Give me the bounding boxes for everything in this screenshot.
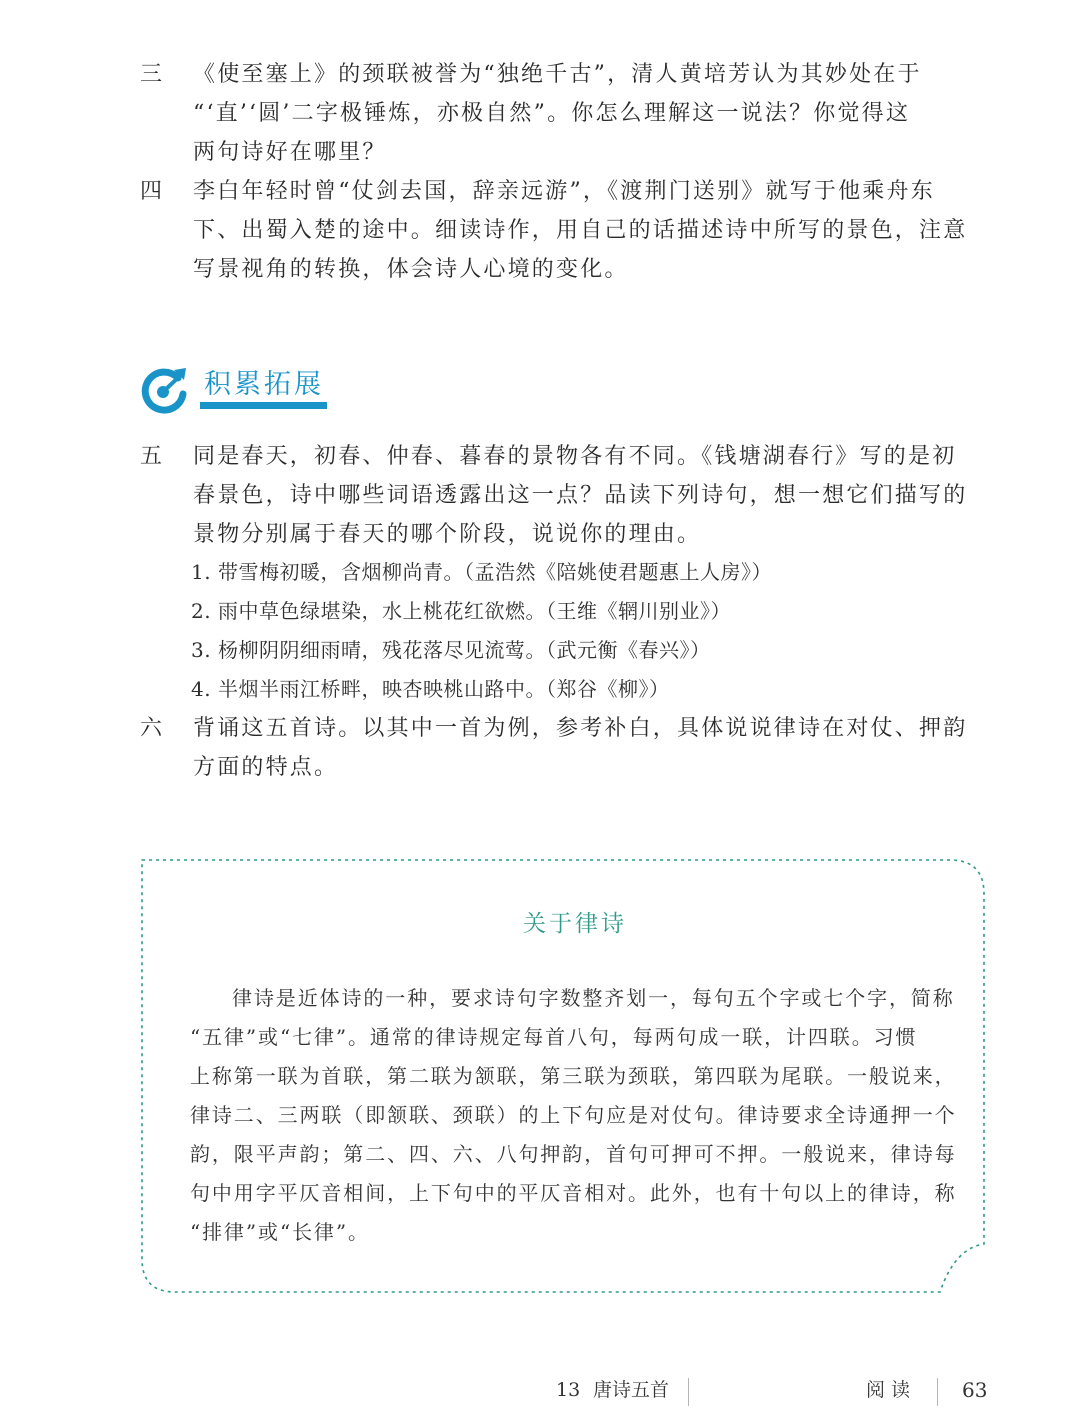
poem-line-item: 3. 杨柳阴阴细雨晴，残花落尽见流莺。（武元衡《春兴》） [191,638,711,662]
section-title: 积累拓展 [204,369,324,400]
question-line: 写景视角的转换，体会诗人心境的变化。 [193,257,629,282]
question-number: 四 [140,179,163,204]
poem-line-item: 1. 带雪梅初暖，含烟柳尚青。（孟浩然《陪姚使君题惠上人房》） [191,560,772,584]
lesson-number: 13 [556,1379,581,1401]
infobox-line: 韵，限平声韵；第二、四、六、八句押韵，首句可押可不押。一般说来，律诗每 [190,1142,957,1166]
question-line: 李白年轻时曾“仗剑去国，辞亲远游”，《渡荆门送别》就写于他乘舟东 [193,179,935,204]
question-line: 春景色，诗中哪些词语透露出这一点？品读下列诗句，想一想它们描写的 [193,483,968,508]
infobox-line: 上称第一联为首联，第二联为颔联，第三联为颈联，第四联为尾联。一般说来， [190,1064,957,1088]
question-number: 五 [140,444,163,469]
poem-line-item: 4. 半烟半雨江桥畔，映杏映桃山路中。（郑谷《柳》） [191,677,670,701]
infobox-title: 关于律诗 [523,911,627,937]
footer-divider [937,1378,938,1406]
lesson-title: 唐诗五首 [593,1379,670,1401]
question-line: 《使至塞上》的颈联被誉为“独绝千古”，清人黄培芳认为其妙处在于 [193,62,922,87]
question-line: 景物分别属于春天的哪个阶段，说说你的理由。 [193,522,702,547]
question-line: 两句诗好在哪里？ [193,140,387,165]
infobox-line: 律诗是近体诗的一种，要求诗句字数整齐划一，每句五个字或七个字，简称 [232,986,955,1010]
infobox-line: “排律”或“长律”。 [190,1220,370,1244]
footer-divider [688,1378,689,1406]
infobox-line: 律诗二、三两联（即颔联、颈联）的上下句应是对仗句。律诗要求全诗通押一个 [190,1103,957,1127]
question-number: 三 [140,62,163,87]
question-line: 背诵这五首诗。以其中一首为例，参考补白，具体说说律诗在对仗、押韵 [193,716,968,741]
question-number: 六 [140,716,163,741]
question-line: “‘直’‘圆’二字极锤炼，亦极自然”。你怎么理解这一说法？你觉得这 [193,101,911,126]
infobox-line: “五律”或“七律”。通常的律诗规定每首八句，每两句成一联，计四联。习惯 [190,1025,918,1049]
unit-label: 阅 读 [866,1379,911,1401]
question-line: 下、出蜀入楚的途中。细读诗作，用自己的话描述诗中所写的景色，注意 [193,218,968,243]
question-line: 同是春天，初春、仲春、暮春的景物各有不同。《钱塘湖春行》写的是初 [193,444,957,469]
infobox-line: 句中用字平仄音相间，上下句中的平仄音相对。此外，也有十句以上的律诗，称 [190,1181,957,1205]
poem-line-item: 2. 雨中草色绿堪染，水上桃花红欲燃。（王维《辋川别业》） [191,599,731,623]
page-number: 63 [962,1378,988,1402]
question-line: 方面的特点。 [193,755,339,780]
